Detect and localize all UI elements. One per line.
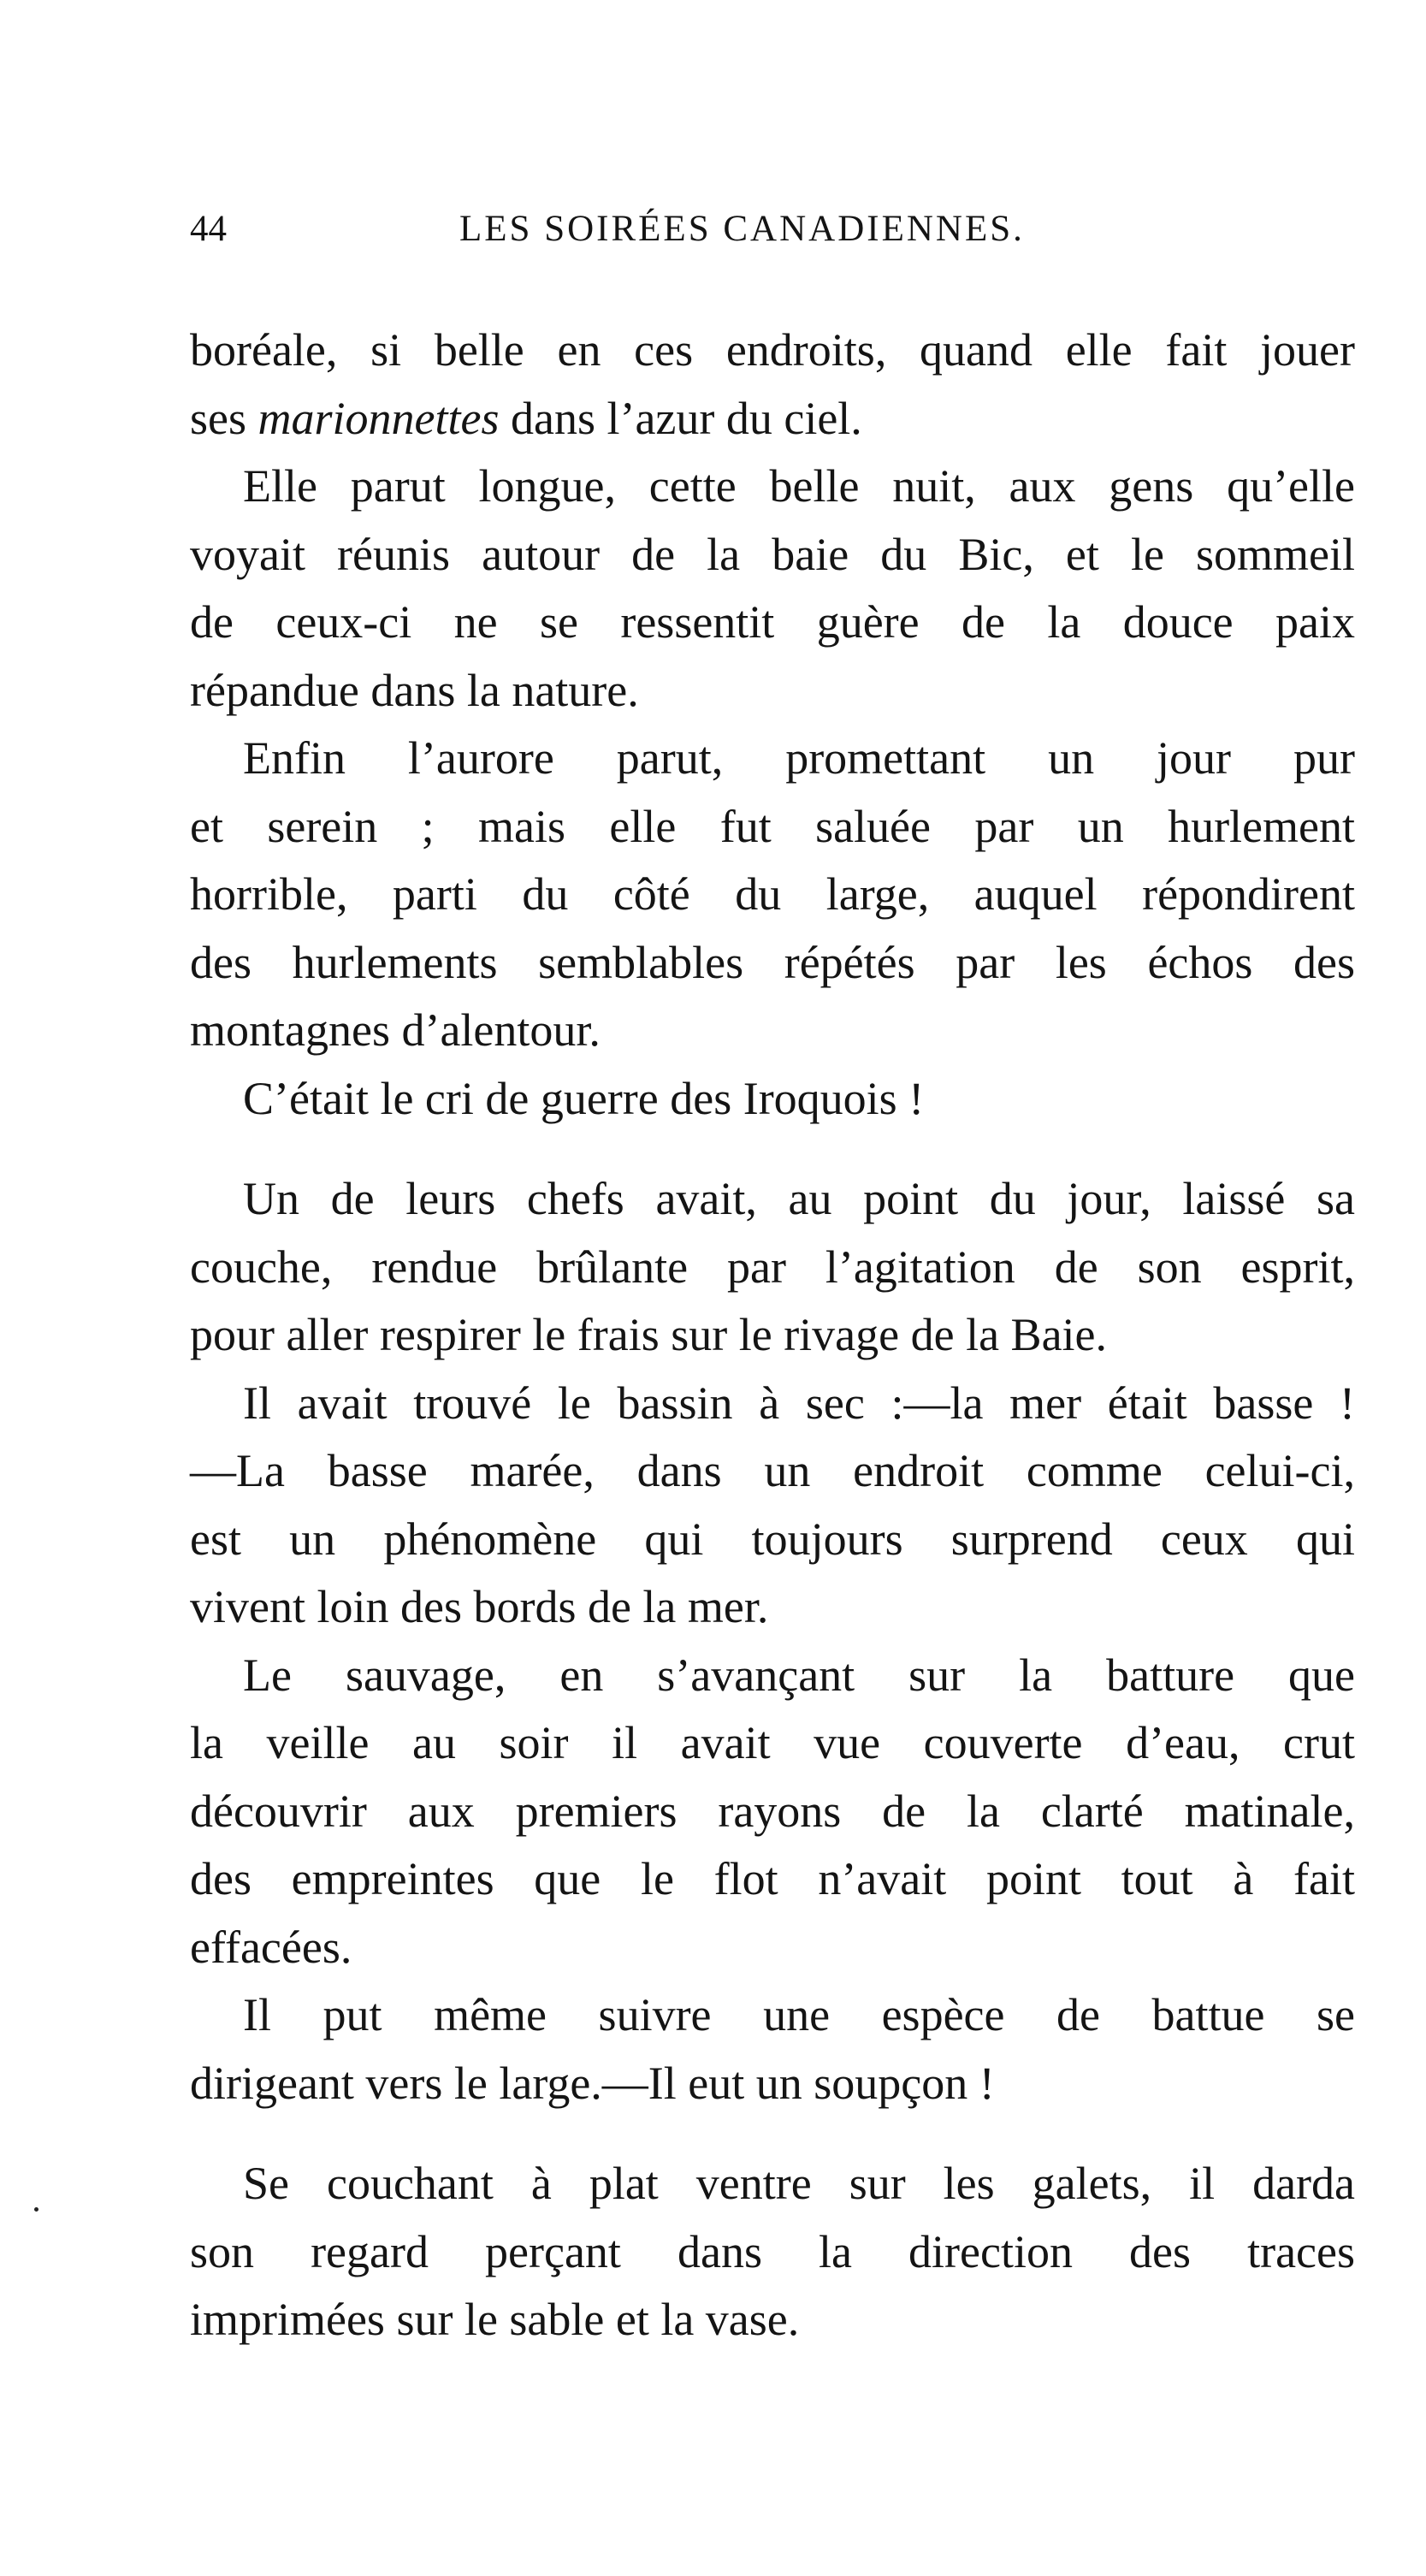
running-head (190, 204, 1355, 255)
running-title: LES SOIRÉES CANADIENNES. (459, 209, 1025, 249)
text-fragment: dans l’azur du ciel. (510, 392, 862, 444)
paragraph (190, 1981, 1355, 2117)
page-number: 44 (190, 209, 227, 249)
paragraph (190, 1165, 1355, 1370)
paragraph (190, 1370, 1355, 1642)
text-line: découvrir aux premiers rayons de la clarté matinale, (190, 1785, 1355, 1837)
text-line: son regard perçant dans la direction des traces (190, 2225, 1355, 2277)
text-line: —La basse marée, dans un endroit comme celui-ci, (190, 1445, 1355, 1496)
text-line: vivent loin des bords de la mer. (190, 1581, 769, 1632)
text-line: des empreintes que le flot n’avait point tout à fait (190, 1853, 1355, 1904)
text-line: couche, rendue brûlante par l’agitation de son esprit, (190, 1241, 1355, 1293)
text-line: imprimées sur le sable et la vase. (190, 2294, 800, 2345)
text-fragment: ses (190, 392, 246, 444)
text-line: et serein ; mais elle fut saluée par un hurlement (190, 800, 1355, 852)
text-line (190, 385, 1355, 453)
body-text (190, 317, 1355, 2354)
text-line: est un phénomène qui toujours surprend ceux qui (190, 1513, 1355, 1565)
text-line: répandue dans la nature. (190, 664, 639, 716)
text-line: pour aller respirer le frais sur le rivage de la Baie. (190, 1309, 1108, 1360)
text-line: Un de leurs chefs avait, au point du jour, laissé sa (243, 1173, 1355, 1224)
text-line: montagnes d’alentour. (190, 1004, 601, 1056)
text-line: effacées. (190, 1921, 352, 1973)
text-line: horrible, parti du côté du large, auquel répondirent (190, 868, 1355, 920)
text-line: Il avait trouvé le bassin à sec :—la mer était basse ! (243, 1377, 1355, 1429)
ink-speck (34, 2207, 38, 2212)
text-line: boréale, si belle en ces endroits, quand elle fait jouer (190, 324, 1355, 376)
paragraph (190, 317, 1355, 453)
text-line: des hurlements semblables répétés par les échos des (190, 936, 1355, 988)
paragraph (190, 453, 1355, 725)
paragraph (190, 1065, 1355, 1134)
text-line: Il put même suivre une espèce de battue se (243, 1989, 1355, 2040)
italic-word: marionnettes (257, 392, 500, 444)
text-line: Se couchant à plat ventre sur les galets, il darda (243, 2158, 1355, 2209)
paragraph (190, 1642, 1355, 1982)
text-line: dirigeant vers le large.—Il eut un soupçon ! (190, 2057, 995, 2109)
text-line: Le sauvage, en s’avançant sur la batture que (243, 1649, 1355, 1701)
text-line: C’était le cri de guerre des Iroquois ! (243, 1072, 925, 1124)
text-line: Enfin l’aurore parut, promettant un jour pur (243, 732, 1355, 784)
paragraph (190, 2150, 1355, 2354)
text-line: de ceux-ci ne se ressentit guère de la douce paix (190, 596, 1355, 648)
text-line: la veille au soir il avait vue couverte d’eau, crut (190, 1717, 1355, 1768)
text-line: voyait réunis autour de la baie du Bic, et le sommeil (190, 528, 1355, 580)
paragraph (190, 725, 1355, 1065)
text-line: Elle parut longue, cette belle nuit, aux gens qu’elle (243, 460, 1355, 512)
